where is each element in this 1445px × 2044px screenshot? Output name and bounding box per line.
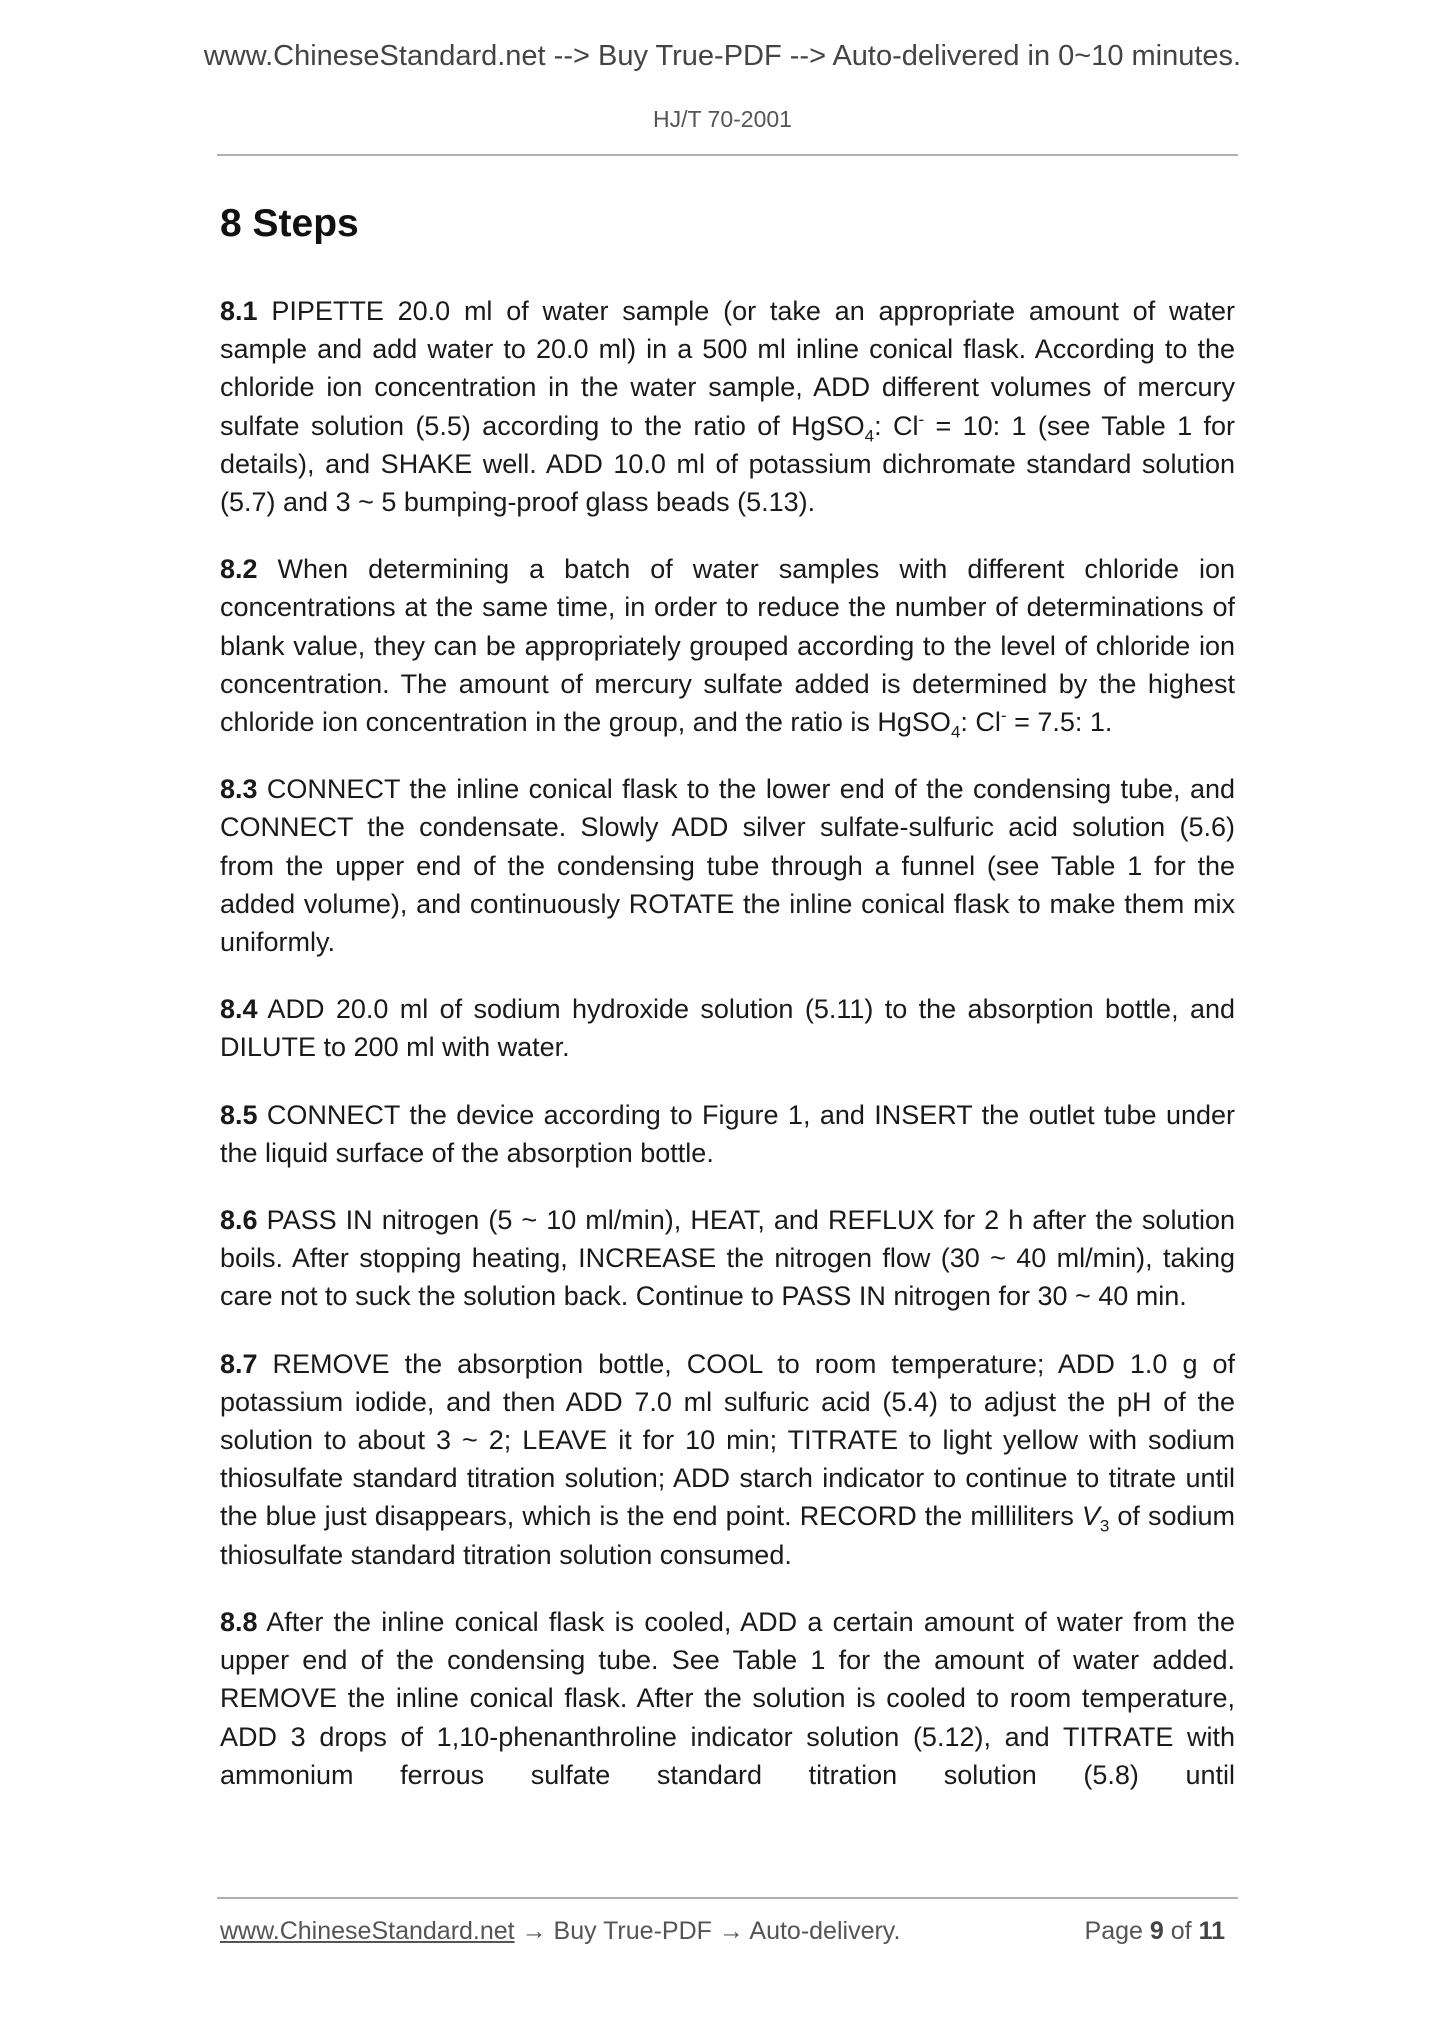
step-text: CONNECT the inline conical flask to the lower end of the condensing tube, and CONNECT the condensate. Slowly ADD silver sulfate-sulfuric acid solution (5.6) from the upper end of the condensing tube through a funnel (see Table 1 for the added volume), and continuously ROTATE the inline conical flask to make them mix uniformly.	[220, 774, 1235, 958]
superscript: -	[918, 409, 925, 429]
step-text: ADD 20.0 ml of sodium hydroxide solution (5.11) to the absorption bottle, and DILUTE to 200 ml with water.	[220, 994, 1235, 1063]
header-divider	[217, 154, 1238, 156]
step-paragraph	[220, 550, 1235, 741]
subscript: 4	[864, 426, 875, 445]
step-paragraph	[220, 1201, 1235, 1316]
step-paragraph	[220, 1096, 1235, 1172]
page-label: Page	[1084, 1917, 1143, 1945]
step-text: PASS IN nitrogen (5 ~ 10 ml/min), HEAT, and REFLUX for 2 h after the solution boils. After stopping heating, INCREASE the nitrogen flow (30 ~ 40 ml/min), taking care not to suck the solution back. Continue to PASS IN nitrogen for 30 ~ 40 min.	[220, 1205, 1235, 1312]
section-title: 8 Steps	[220, 202, 359, 245]
section-body	[220, 292, 1235, 1823]
step-number: 8.6	[220, 1205, 258, 1236]
footer-trail: → Buy True-PDF → Auto-delivery.	[514, 1917, 901, 1945]
step-text: : Cl	[874, 410, 919, 441]
step-paragraph	[220, 1345, 1235, 1574]
page-indicator	[1085, 1917, 1225, 1946]
step-text: REMOVE the absorption bottle, COOL to room temperature; ADD 1.0 g of potassium iodide, and then ADD 7.0 ml sulfuric acid (5.4) to adjust the pH of the solution to about 3 ~ 2; LEAVE it for 10 min; TITRATE to light yellow with sodium thiosulfate standard titration solution; ADD starch indicator to continue to titrate until the blue just disappears, which is the end point. RECORD the milliliters	[220, 1348, 1235, 1532]
step-number: 8.2	[220, 554, 258, 585]
page-number: 9	[1149, 1917, 1164, 1945]
footer-divider	[217, 1897, 1238, 1899]
step-text: : Cl	[960, 707, 1001, 738]
step-paragraph	[220, 990, 1235, 1066]
page-total: 11	[1198, 1917, 1225, 1945]
step-paragraph	[220, 1603, 1235, 1794]
step-text: When determining a batch of water samples with different chloride ion concentrations at the same time, in order to reduce the number of determinations of blank value, they can be appropriately grouped according to the level of chloride ion concentration. The amount of mercury sulfate added is determined by the highest chloride ion concentration in the group, and the ratio is HgSO	[220, 554, 1235, 738]
step-paragraph	[220, 292, 1235, 521]
step-text: = 10: 1 (see Table 1 for details), and SHAKE well. ADD 10.0 ml of potassium dichromate standard solution (5.7) and 3 ~ 5 bumping-proof glass beads (5.13).	[220, 410, 1236, 518]
step-number: 8.1	[220, 296, 258, 326]
step-text: After the inline conical flask is cooled, ADD a certain amount of water from the upper end of the condensing tube. See Table 1 for the amount of water added. REMOVE the inline conical flask. After the solution is cooled to room temperature, ADD 3 drops of 1,10-phenanthroline indicator solution (5.12), and TITRATE with ammonium ferrous sulfate standard titration solution (5.8) until	[220, 1606, 1235, 1790]
subscript: 4	[950, 722, 961, 742]
document-code: HJ/T 70-2001	[653, 106, 792, 132]
step-number: 8.3	[220, 774, 258, 805]
top-banner: www.ChineseStandard.net --> Buy True-PDF --> Auto-delivered in 0~10 minutes.	[203, 40, 1242, 72]
step-text: of sodium thiosulfate standard titration solution consumed.	[220, 1501, 1235, 1570]
step-text: PIPETTE 20.0 ml of water sample (or take an appropriate amount of water sample and add water to 20.0 ml) in a 500 ml inline conical flask. According to the chloride ion concentration in the water sample, ADD different volumes of mercury sulfate solution (5.5) according to the ratio of HgSO	[220, 296, 1235, 441]
footer-link[interactable]: www.ChineseStandard.net	[220, 1917, 515, 1945]
footer	[220, 1917, 1235, 1946]
superscript: -	[1000, 706, 1007, 726]
italic-symbol: V	[1081, 1501, 1100, 1532]
step-text: CONNECT the device according to Figure 1, and INSERT the outlet tube under the liquid surface of the absorption bottle.	[220, 1099, 1235, 1168]
step-number: 8.4	[220, 994, 258, 1025]
step-number: 8.5	[220, 1099, 258, 1130]
of-label: of	[1170, 1917, 1192, 1945]
step-text: = 7.5: 1.	[1006, 707, 1113, 738]
step-number: 8.8	[220, 1606, 258, 1637]
step-number: 8.7	[220, 1348, 258, 1379]
step-paragraph	[220, 770, 1235, 961]
subscript: 3	[1099, 1516, 1110, 1536]
